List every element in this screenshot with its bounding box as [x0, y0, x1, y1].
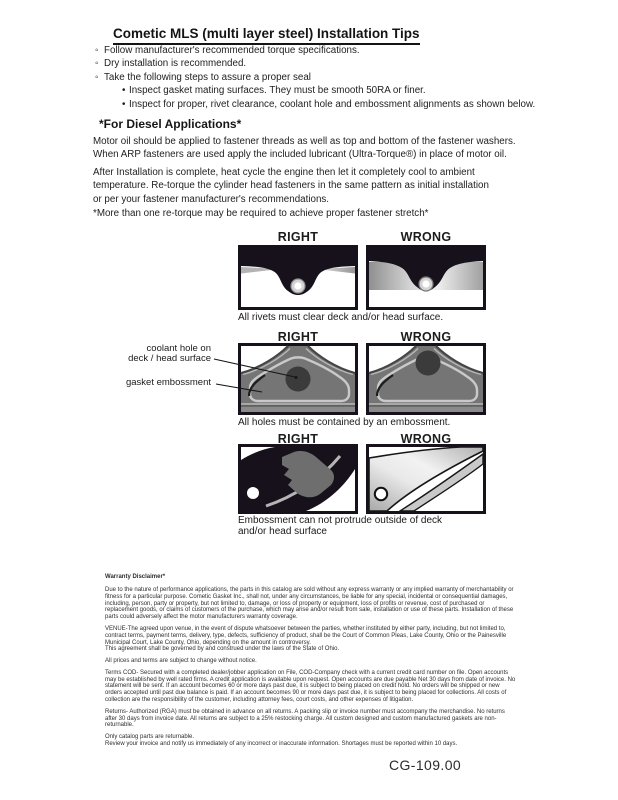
diagram-embossment-right [238, 444, 358, 514]
circle-bullet-icon: ◦ [95, 45, 99, 56]
diesel-heading: *For Diesel Applications* [99, 117, 242, 131]
diagram-caption [238, 516, 442, 538]
retorque-note: *More than one re-torque may be required to achieve proper fastener stretch* [93, 208, 429, 219]
diagram-caption: All rivets must clear deck and/or head surface. [238, 312, 444, 323]
wrong-label: WRONG [400, 432, 452, 446]
diesel-paragraph-line: After Installation is complete, heat cycle the engine then let it completely cool to ambient [93, 167, 475, 178]
legal-paragraph-part: Only catalog parts are returnable. [105, 734, 195, 741]
wrong-label: WRONG [400, 230, 452, 244]
diesel-paragraph-1 [93, 135, 516, 162]
deck-strip [369, 406, 483, 412]
tips-list [95, 44, 535, 111]
circle-bullet-icon: ◦ [95, 71, 99, 83]
head-surface [369, 290, 483, 307]
diagram-caption-line: and/or head surface [238, 525, 327, 537]
deck-strip [241, 406, 355, 412]
page-title: Cometic MLS (multi layer steel) Installation Tips [113, 26, 420, 45]
diagram-holes-wrong [366, 343, 486, 415]
diagram-holes-right [238, 343, 358, 415]
diesel-paragraph-line: temperature. Re-torque the cylinder head fasteners in the same pattern as initial installation [93, 180, 489, 192]
page-number: CG-109.00 [389, 757, 462, 773]
tip-bullet-row [95, 44, 535, 57]
right-label: RIGHT [277, 230, 319, 244]
legal-paragraph: All prices and terms are subject to change without notice. [105, 658, 257, 665]
legal-paragraph: Returns- Authorized (RGA) must be obtained in advance on all returns. A packing slip or invoice number must accompany the merchandise. No returns after 30 days from invoice date. All returns are subject to a 25% restocking charge. All custom designed and custom manufactured gaskets are non-returnable. [105, 708, 505, 729]
rivet-center [422, 280, 429, 287]
right-label: RIGHT [277, 330, 319, 344]
tip-text: Take the following steps to assure a proper seal [104, 71, 311, 83]
legal-paragraph-part: VENUE-The agreed upon venue, in the event of dispute whatsoever between the parties, whether instituted by either party, including, but not limited to, contract terms, payment terms, delivery, type, defects, sufficiency of product, shall be the Court of Common Pleas, Lake County, Ohio or the Painesville Municipal Court, Lake County, Ohio, depending on the amount in controversy. [105, 625, 507, 646]
tip-text: Follow manufacturer's recommended torque specifications. [104, 45, 360, 56]
tip-bullet-row [95, 71, 535, 84]
circle-bullet-icon: ◦ [95, 58, 99, 70]
legal-paragraph-part: Review your invoice and notify us immediately of any incorrect or inaccurate information. Shortages must be reported within 10 days. [105, 740, 458, 747]
diagram-embossment-wrong [366, 444, 486, 514]
tip-text: Dry installation is recommended. [104, 58, 247, 70]
legal-heading: Warranty Disclaimer* [105, 574, 166, 580]
tip-sub-bullet-row [122, 84, 535, 97]
tip-bullet-row [95, 57, 535, 70]
diesel-paragraph-line: Motor oil should be applied to fastener threads as well as top and bottom of the fastener washers. [93, 136, 516, 147]
tip-sub-bullet-row [122, 98, 535, 111]
coolant-hole-label [110, 344, 211, 365]
diagram-rivet-wrong [366, 245, 486, 310]
diagram-caption-line: Embossment can not protrude outside of deck [238, 515, 443, 526]
tip-text: Inspect for proper, rivet clearance, coolant hole and embossment alignments as shown below. [129, 98, 536, 110]
legal-paragraph [105, 626, 518, 653]
bolt-hole [375, 488, 387, 500]
wrong-label: WRONG [400, 330, 452, 344]
legal-paragraph [105, 734, 518, 748]
diesel-paragraph-2 [93, 166, 489, 206]
coolant-hole-label-line: coolant hole on [146, 343, 211, 354]
coolant-hole-label-line: deck / head surface [128, 353, 211, 365]
dot-bullet-icon: • [122, 98, 126, 110]
coolant-hole [416, 351, 441, 376]
diesel-paragraph-line: When ARP fasteners are used apply the included lubricant (Ultra-Torque®) in place of motor oil. [93, 149, 507, 161]
diagram-rivet-right [238, 245, 358, 310]
bolt-hole [247, 487, 259, 499]
legal-section [105, 574, 518, 753]
legal-paragraph: Terms COD- Secured with a completed dealer/jobber application on File, COD-Company check with a current credit card number on file. Open accounts may be established by well rated firms. A credit application is available upon request. Open accounts are due payable Net 30 days from date of invoice. No statement will be sent. If an account becomes 60 or more days past due, it is subject to being placed on credit hold. No orders will be shipped or new orders accepted until past due balance is paid. If an account becomes 90 or more days past due, it is subject to being placed for collections. All costs of collection are the responsibility of the customer, including attorney fees, court costs, and other expenses of litigation. [105, 669, 516, 704]
right-label: RIGHT [277, 432, 319, 446]
diesel-paragraph-line: or per your fastener manufacturer's recommendations. [93, 193, 330, 205]
dot-bullet-icon: • [122, 85, 126, 97]
embossment-label: gasket embossment [125, 377, 211, 388]
tip-text: Inspect gasket mating surfaces. They must be smooth 50RA or finer. [129, 85, 426, 97]
legal-paragraph: Due to the nature of performance applications, the parts in this catalog are sold without any express warranty or any implied warranty of merchantability or fitness for a particular purpose. Cometic Gasket Inc., shall not, under any circumstances, be liable for any special, incidental or consequential damages, including, person, party or property, but not limited to, damage, or loss of property or equipment, loss of profits or revenue, cost of purchased or replacement goods, or claims of customers of the purchase, which may arise and/or result from sale, installation or use of these parts. Installation of these parts could adversely affect the motor manufacturers warranty coverage. [105, 586, 514, 621]
rivet-center [294, 282, 301, 289]
legal-paragraph-part: This agreement shall be governed by and construed under the laws of the State of Ohio. [105, 646, 340, 653]
diagram-caption: All holes must be contained by an embossment. [238, 417, 451, 428]
coolant-hole [286, 367, 311, 392]
